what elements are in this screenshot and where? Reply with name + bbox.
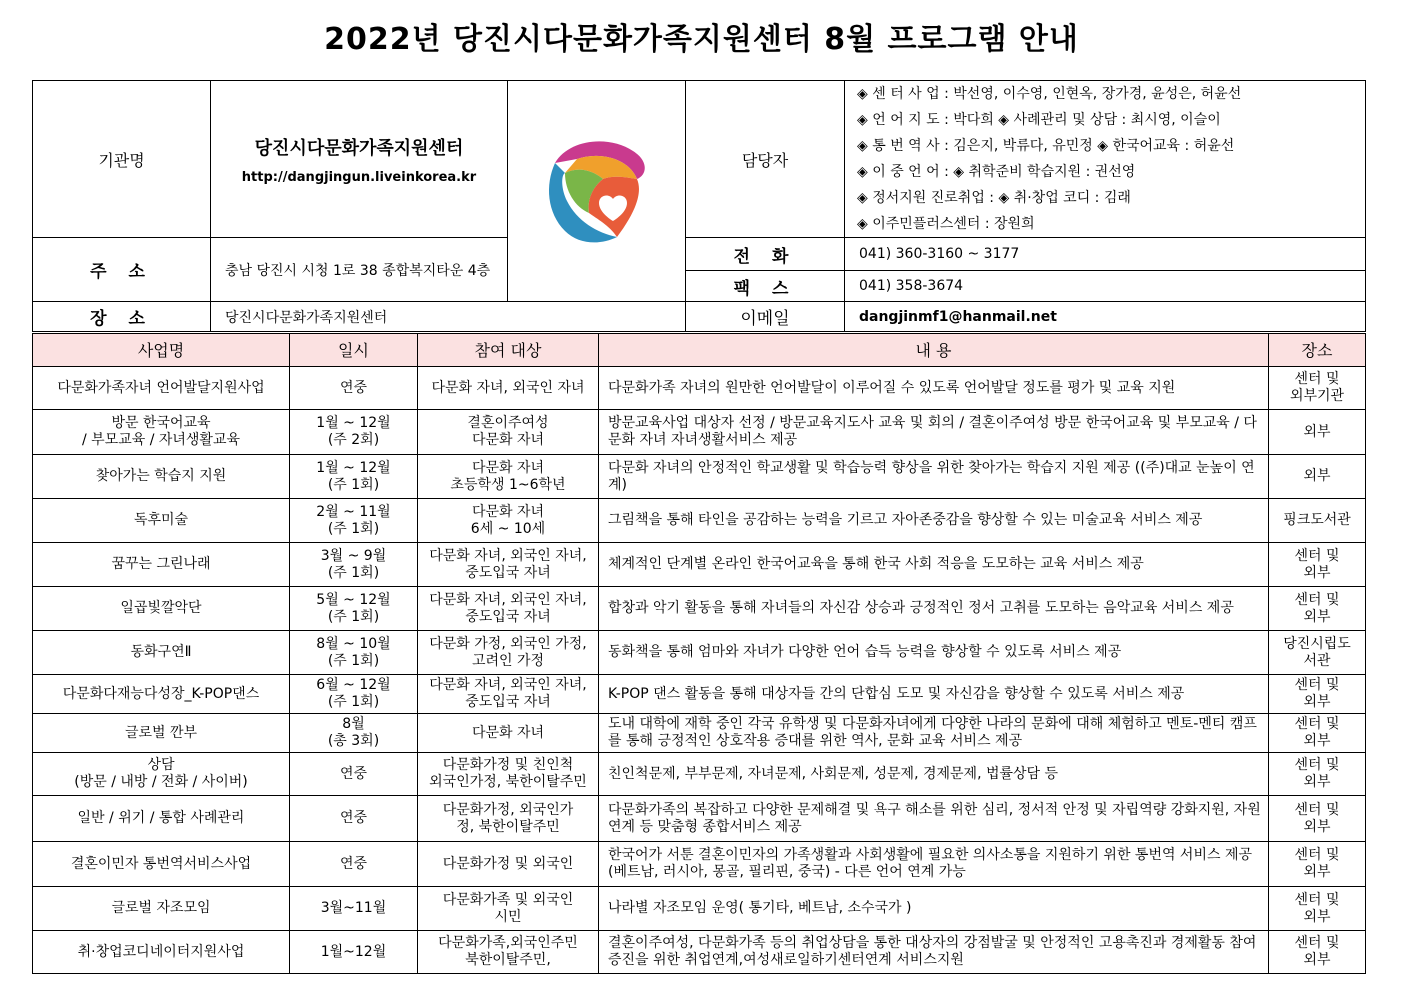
- cell-target: 다문화 자녀, 외국인 자녀, 중도입국 자녀: [418, 675, 599, 714]
- staff-line: ◈ 언 어 지 도 : 박다희 ◈ 사례관리 및 상담 : 최시영, 이슬이: [857, 112, 1221, 128]
- cell-name: 방문 한국어교육 / 부모교육 / 자녀생활교육: [33, 410, 290, 455]
- table-row: [33, 796, 1366, 842]
- cell-place: 외부: [1269, 410, 1366, 455]
- cell-content: 합창과 악기 활동을 통해 자녀들의 자신감 상승과 긍정적인 정서 고취를 도모하는 음악교육 서비스 제공: [599, 587, 1269, 631]
- cell-content: K-POP 댄스 활동을 통해 대상자들 간의 단합심 도모 및 자신감을 향상할 수 있도록 서비스 제공: [599, 675, 1269, 714]
- cell-target: 다문화가족,외국인주민 북한이탈주민,: [418, 931, 599, 974]
- cell-name: 취·창업코디네이터지원사업: [33, 931, 290, 974]
- staff-line: ◈ 정서지원 진로취업 : ◈ 취·창업 코디 : 김래: [857, 190, 1131, 206]
- cell-date: 3월 ~ 9월 (주 1회): [290, 543, 418, 587]
- table-row: [33, 543, 1366, 587]
- fax-value: 041) 358-3674: [845, 271, 1366, 302]
- logo-cell: [508, 81, 686, 302]
- table-row: [33, 499, 1366, 543]
- staff-cell: [845, 81, 1366, 238]
- table-row: [33, 631, 1366, 675]
- cell-target: 다문화 자녀 초등학생 1~6학년: [418, 455, 599, 499]
- cell-date: 8월 (총 3회): [290, 714, 418, 753]
- cell-date: 8월 ~ 10월 (주 1회): [290, 631, 418, 675]
- address-label: 주 소: [33, 238, 211, 302]
- org-name: 당진시다문화가족지원센터: [254, 137, 464, 159]
- cell-target: 결혼이주여성 다문화 자녀: [418, 410, 599, 455]
- cell-target: 다문화가정 및 친인척 외국인가정, 북한이탈주민: [418, 753, 599, 796]
- cell-place: 센터 및 외부: [1269, 714, 1366, 753]
- table-row: [33, 455, 1366, 499]
- cell-content: 나라별 자조모임 운영( 통기타, 베트남, 소수국가 ): [599, 887, 1269, 931]
- cell-name: 꿈꾸는 그린나래: [33, 543, 290, 587]
- cell-name: 다문화다재능다성장_K-POP댄스: [33, 675, 290, 714]
- cell-place: 외부: [1269, 455, 1366, 499]
- cell-place: 센터 및 외부: [1269, 753, 1366, 796]
- cell-target: 다문화가족 및 외국인 시민: [418, 887, 599, 931]
- header-content: 내 용: [599, 334, 1269, 367]
- header-place: 장소: [1269, 334, 1366, 367]
- staff-line: ◈ 이 중 언 어 : ◈ 취학준비 학습지원 : 권선영: [857, 164, 1136, 180]
- cell-date: 6월 ~ 12월 (주 1회): [290, 675, 418, 714]
- phone-label: 전 화: [686, 238, 845, 271]
- center-info-table: [32, 80, 1366, 332]
- cell-target: 다문화 자녀, 외국인 자녀, 중도입국 자녀: [418, 587, 599, 631]
- cell-content: 다문화가족 자녀의 원만한 언어발달이 이루어질 수 있도록 언어발달 정도를 평가 및 교육 지원: [599, 367, 1269, 410]
- cell-place: 센터 및 외부: [1269, 842, 1366, 887]
- cell-place: 핑크도서관: [1269, 499, 1366, 543]
- cell-target: 다문화 자녀, 외국인 자녀: [418, 367, 599, 410]
- cell-content: 친인척문제, 부부문제, 자녀문제, 사회문제, 성문제, 경제문제, 법률상담 등: [599, 753, 1269, 796]
- cell-name: 찾아가는 학습지 지원: [33, 455, 290, 499]
- org-url[interactable]: http://dangjingun.liveinkorea.kr: [241, 169, 477, 185]
- cell-content: 도내 대학에 재학 중인 각국 유학생 및 다문화자녀에게 다양한 나라의 문화에 대해 체험하고 멘토-멘티 캠프를 통해 긍정적인 상호작용 증대를 위한 역사, 문화 교육 서비스 제공: [599, 714, 1269, 753]
- cell-content: 다문화가족의 복잡하고 다양한 문제해결 및 욕구 해소를 위한 심리, 정서적 안정 및 자립역량 강화지원, 자원연계 등 맞춤형 종합서비스 제공: [599, 796, 1269, 842]
- cell-date: 1월 ~ 12월 (주 2회): [290, 410, 418, 455]
- cell-content: 체계적인 단계별 온라인 한국어교육을 통해 한국 사회 적응을 도모하는 교육 서비스 제공: [599, 543, 1269, 587]
- cell-date: 연중: [290, 796, 418, 842]
- table-header-row: [33, 334, 1366, 367]
- table-row: [33, 410, 1366, 455]
- org-label: 기관명: [33, 81, 211, 238]
- address-value: 충남 당진시 시청 1로 38 종합복지타운 4층: [211, 238, 508, 302]
- place-label: 장 소: [33, 302, 211, 332]
- cell-content: 동화책을 통해 엄마와 자녀가 다양한 언어 습득 능력을 향상할 수 있도록 서비스 제공: [599, 631, 1269, 675]
- cell-date: 연중: [290, 842, 418, 887]
- cell-date: 연중: [290, 367, 418, 410]
- cell-name: 다문화가족자녀 언어발달지원사업: [33, 367, 290, 410]
- cell-target: 다문화 자녀 6세 ~ 10세: [418, 499, 599, 543]
- place-value: 당진시다문화가족지원센터: [211, 302, 686, 332]
- email-label: 이메일: [686, 302, 845, 332]
- cell-place: 센터 및 외부: [1269, 796, 1366, 842]
- table-row: [33, 753, 1366, 796]
- staff-line: ◈ 이주민플러스센터 : 장원희: [857, 216, 1035, 232]
- cell-place: 센터 및 외부: [1269, 931, 1366, 974]
- page-title: 2022년 당진시다문화가족지원센터 8월 프로그램 안내: [324, 22, 1079, 57]
- table-row: [33, 587, 1366, 631]
- cell-content: 그림책을 통해 타인을 공감하는 능력을 기르고 자아존중감을 향상할 수 있는 미술교육 서비스 제공: [599, 499, 1269, 543]
- header-name: 사업명: [33, 334, 290, 367]
- table-row: [33, 931, 1366, 974]
- cell-name: 일곱빛깔악단: [33, 587, 290, 631]
- cell-name: 일반 / 위기 / 통합 사례관리: [33, 796, 290, 842]
- cell-name: 글로벌 자조모임: [33, 887, 290, 931]
- staff-label: 담당자: [686, 81, 845, 238]
- cell-name: 결혼이민자 통번역서비스사업: [33, 842, 290, 887]
- cell-target: 다문화 자녀: [418, 714, 599, 753]
- cell-date: 연중: [290, 753, 418, 796]
- cell-content: 방문교육사업 대상자 선정 / 방문교육지도사 교육 및 회의 / 결혼이주여성 방문 한국어교육 및 부모교육 / 다문화 자녀 자녀생활서비스 제공: [599, 410, 1269, 455]
- header-date: 일시: [290, 334, 418, 367]
- org-cell: [211, 81, 508, 238]
- fax-label: 팩 스: [686, 271, 845, 302]
- email-value[interactable]: dangjinmf1@hanmail.net: [845, 302, 1366, 332]
- table-row: [33, 714, 1366, 753]
- cell-place: 당진시립도 서관: [1269, 631, 1366, 675]
- cell-date: 1월~12월: [290, 931, 418, 974]
- table-row: [33, 842, 1366, 887]
- cell-target: 다문화 자녀, 외국인 자녀, 중도입국 자녀: [418, 543, 599, 587]
- cell-place: 센터 및 외부: [1269, 543, 1366, 587]
- table-row: [33, 675, 1366, 714]
- cell-content: 한국어가 서툰 결혼이민자의 가족생활과 사회생활에 필요한 의사소통을 지원하기 위한 통번역 서비스 제공(베트남, 러시아, 몽골, 필리핀, 중국) - 다른 언어 연계 가능: [599, 842, 1269, 887]
- cell-name: 상담 (방문 / 내방 / 전화 / 사이버): [33, 753, 290, 796]
- cell-place: 센터 및 외부기관: [1269, 367, 1366, 410]
- phone-value: 041) 360-3160 ~ 3177: [845, 238, 1366, 271]
- header-target: 참여 대상: [418, 334, 599, 367]
- table-row: [33, 367, 1366, 410]
- cell-content: 다문화 자녀의 안정적인 학교생활 및 학습능력 향상을 위한 찾아가는 학습지 지원 제공 ((주)대교 눈높이 연계): [599, 455, 1269, 499]
- cell-name: 동화구연Ⅱ: [33, 631, 290, 675]
- cell-content: 결혼이주여성, 다문화가족 등의 취업상담을 통한 대상자의 강점발굴 및 안정적인 고용촉진과 경제활동 참여 증진을 위한 취업연계,여성새로일하기센터연계 서비스지원: [599, 931, 1269, 974]
- cell-place: 센터 및 외부: [1269, 587, 1366, 631]
- staff-line: ◈ 센 터 사 업 : 박선영, 이수영, 인현옥, 장가경, 윤성은, 허윤선: [857, 86, 1242, 102]
- cell-date: 1월 ~ 12월 (주 1회): [290, 455, 418, 499]
- cell-date: 2월 ~ 11월 (주 1회): [290, 499, 418, 543]
- cell-name: 독후미술: [33, 499, 290, 543]
- program-table: [32, 333, 1366, 974]
- cell-date: 3월~11월: [290, 887, 418, 931]
- heart-swirl-logo-icon: [537, 129, 657, 249]
- table-row: [33, 887, 1366, 931]
- cell-target: 다문화가정 및 외국인: [418, 842, 599, 887]
- cell-name: 글로벌 깐부: [33, 714, 290, 753]
- cell-target: 다문화가정, 외국인가 정, 북한이탈주민: [418, 796, 599, 842]
- cell-target: 다문화 가정, 외국인 가정, 고려인 가정: [418, 631, 599, 675]
- cell-date: 5월 ~ 12월 (주 1회): [290, 587, 418, 631]
- staff-line: ◈ 통 번 역 사 : 김은지, 박류다, 유민정 ◈ 한국어교육 : 허윤선: [857, 138, 1235, 154]
- cell-place: 센터 및 외부: [1269, 675, 1366, 714]
- cell-place: 센터 및 외부: [1269, 887, 1366, 931]
